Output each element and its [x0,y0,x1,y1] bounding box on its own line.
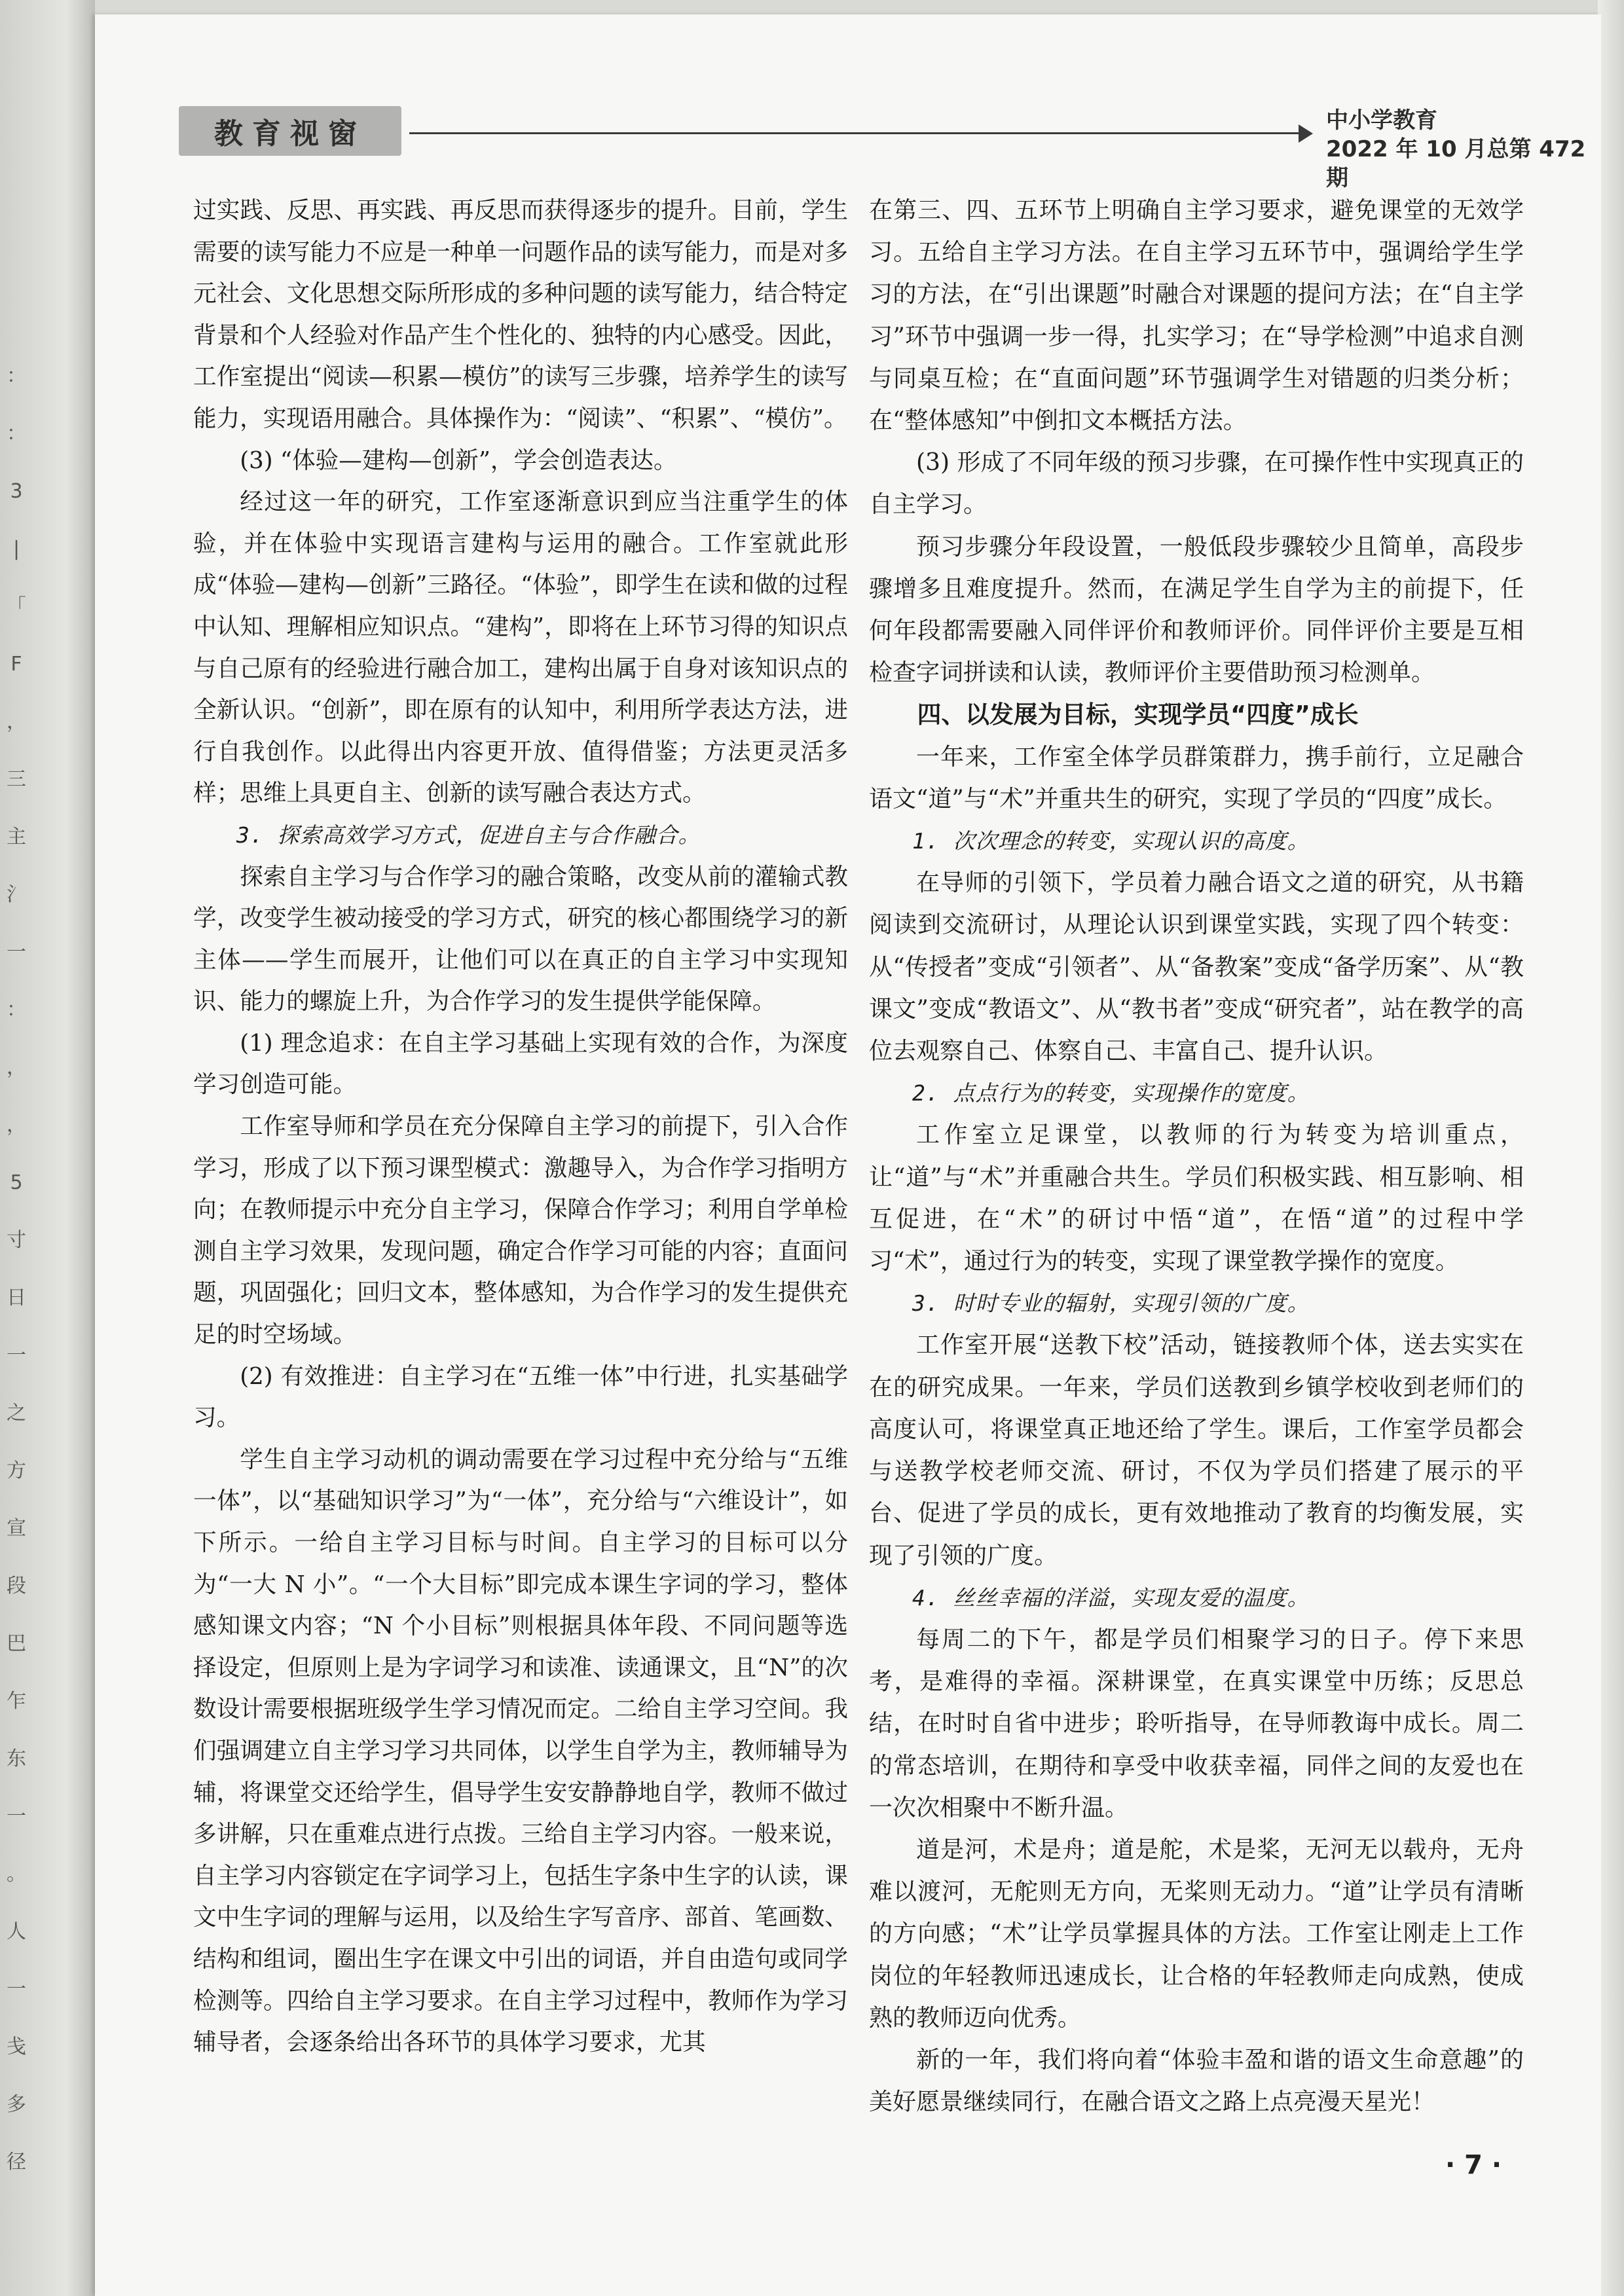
bleed-glyph: ： [7,365,26,388]
paragraph: 过实践、反思、再实践、再反思而获得逐步的提升。目前，学生需要的读写能力不应是一种单一问题作品的读写能力，而是对多元社会、文化思想交际所形成的多种问题的读写能力，结合特定背景和个人经验对作品产生个性化的、独特的内心感受。因此，工作室提出“阅读—积累—模仿”的读写三步骤，培养学生的读写能力，实现语用融合。具体操作为：“阅读”、“积累”、“模仿”。 [193,197,848,432]
paragraph: 一年来，工作室全体学员群策群力，携手前行，立足融合语文“道”与“术”并重共生的研究，实现了学员的“四度”成长。 [869,743,1524,812]
left-column [193,190,848,2064]
bleed-glyph: ： [7,998,26,1021]
issue-info: 2022 年 10 月总第 472 期 [1326,136,1586,191]
bleed-glyph: 乍 [7,1690,26,1713]
paragraph: (2) 有效推进：自主学习在“五维一体”中行进，扎实基础学习。 [193,1362,848,1432]
bleed-glyph: 东 [7,1747,26,1770]
journal-page [95,14,1601,2296]
bleed-glyph: 3 [10,480,23,503]
subsection-heading: 2. 点点行为的转变，实现操作的宽度。 [912,1080,1310,1106]
paragraph: 新的一年，我们将向着“体验丰盈和谐的语文生命意趣”的美好愿景继续同行，在融合语文之路上点亮漫天星光！ [869,2046,1524,2116]
paragraph: (1) 理念追求：在自主学习基础上实现有效的合作，为深度学习创造可能。 [193,1029,848,1099]
bleed-glyph: 一 [7,1344,26,1367]
bleed-glyph: | [12,538,20,560]
paragraph: (3) “体验—建构—创新”，学会创造表达。 [240,446,677,474]
bleed-glyph: 三 [7,768,26,791]
section-heading: 四、以发展为目标，实现学员“四度”成长 [917,701,1359,729]
right-column [869,190,1524,2123]
bleed-glyph: 戋 [7,2035,26,2058]
bleed-glyph: 一 [7,1978,26,2001]
bleed-glyph: ： [7,422,26,445]
subsection-heading: 1. 次次理念的转变，实现认识的高度。 [912,828,1310,854]
scan-right-margin [1598,0,1624,2296]
subsection-heading: 3. 时时专业的辐射，实现引领的广度。 [912,1290,1310,1317]
bleed-glyph: 寸 [7,1229,26,1252]
subsection-heading: 4. 丝丝幸福的洋溢，实现友爱的温度。 [912,1584,1310,1611]
paragraph: 在导师的引领下，学员着力融合语文之道的研究，从书籍阅读到交流研讨，从理论认识到课堂实践，实现了四个转变：从“传授者”变成“引领者”、从“备教案”变成“备学历案”、从“教课文”变成“教语文”、从“教书者”变成“研究者”，站在教学的高位去观察自己、体察自己、丰富自己、提升认识。 [869,869,1524,1065]
paragraph: (3) 形成了不同年级的预习步骤，在可操作性中实现真正的自主学习。 [869,449,1524,519]
paragraph: 预习步骤分年段设置，一般低段步骤较少且简单，高段步骤增多且难度提升。然而，在满足学生自学为主的前提下，任何年段都需要融入同伴评价和教师评价。同伴评价主要是互相检查字词拼读和认读，教师评价主要借助预习检测单。 [869,533,1524,687]
header-rule [409,132,1300,134]
paragraph: 每周二的下午，都是学员们相聚学习的日子。停下来思考，是难得的幸福。深耕课堂，在真实课堂中历练；反思总结，在时时自省中进步；聆听指导，在导师教诲中成长。周二的常态培训，在期待和享受中收获幸福，同伴之间的友爱也在一次次相聚中不断升温。 [869,1626,1524,1821]
bleed-glyph: 宣 [7,1517,26,1540]
paragraph: 道是河，术是舟；道是舵，术是桨，无河无以载舟，无舟难以渡河，无舵则无方向，无桨则无动力。“道”让学员有清晰的方向感；“术”让学员掌握具体的方法。工作室让刚走上工作岗位的年轻教师迅速成长，让合格的年轻教师走向成熟，使成熟的教师迈向优秀。 [869,1836,1524,2032]
bleed-glyph: 多 [7,2093,26,2116]
bleed-glyph: ， [7,1056,26,1079]
page-number: · 7 · [1445,2150,1502,2180]
subsection-heading: 3. 探索高效学习方式，促进自主与合作融合。 [236,822,701,848]
bleed-glyph: 5 [10,1171,23,1194]
bleed-glyph: ， [7,710,26,733]
journal-info [1326,106,1588,192]
bleed-glyph: 径 [7,2151,26,2174]
paragraph: 工作室立足课堂，以教师的行为转变为培训重点，让“道”与“术”并重融合共生。学员们积极实践、相互影响、相互促进，在“术”的研讨中悟“道”，在悟“道”的过程中学习“术”，通过行为的转变，实现了课堂教学操作的宽度。 [869,1121,1524,1275]
paragraph: 工作室开展“送教下校”活动，链接教师个体，送去实实在在的研究成果。一年来，学员们送教到乡镇学校收到老师们的高度认可，将课堂真正地还给了学生。课后，工作室学员都会与送教学校老师交流、研讨，不仅为学员们搭建了展示的平台、促进了学员的成长，更有效地推动了教育的均衡发展，实现了引领的广度。 [869,1332,1524,1569]
paragraph: 在第三、四、五环节上明确自主学习要求，避免课堂的无效学习。五给自主学习方法。在自主学习五环节中，强调给学生学习的方法，在“引出课题”时融合对课题的提问方法；在“自主学习”环节中强调一步一得，扎实学习；在“导学检测”中追求自测与同桌互检；在“直面问题”环节强调学生对错题的归类分析；在“整体感知”中倒扣文本概括方法。 [869,197,1524,435]
bleed-glyph: 方 [7,1459,26,1482]
scan-left-margin [0,0,95,2296]
paragraph: 工作室导师和学员在充分保障自主学习的前提下，引入合作学习，形成了以下预习课型模式：激趣导入，为合作学习指明方向；在教师提示中充分自主学习，保障合作学习；利用自学单检测自主学习效果，发现问题，确定合作学习可能的内容；直面问题，巩固强化；回归文本，整体感知，为合作学习的发生提供充足的时空场域。 [193,1113,848,1349]
bleed-glyph: 段 [7,1575,26,1597]
bleed-glyph: 日 [7,1286,26,1309]
bleed-glyph: ， [7,1114,26,1137]
bleed-glyph: 巴 [7,1632,26,1655]
section-tab: 教育视窗 [179,106,401,156]
bleed-glyph: 之 [7,1402,26,1425]
header-arrow-icon [1299,124,1313,143]
bleed-glyph: 人 [7,1920,26,1943]
bleed-glyph: 氵 [7,883,26,906]
bleed-glyph: 一 [7,941,26,964]
bleed-glyph: 「 [7,595,26,618]
bleed-glyph: 主 [7,826,26,848]
bleed-glyph: 一 [7,1805,26,1828]
bleed-glyph: 。 [7,1863,26,1886]
bleed-glyph: F [10,653,22,676]
paragraph: 探索自主学习与合作学习的融合策略，改变从前的灌输式教学，改变学生被动接受的学习方式，研究的核心都围绕学习的新主体——学生而展开，让他们可以在真正的自主学习中实现知识、能力的螺旋上升，为合作学习的发生提供学能保障。 [193,863,848,1015]
paragraph: 经过这一年的研究，工作室逐渐意识到应当注重学生的体验，并在体验中实现语言建构与运用的融合。工作室就此形成“体验—建构—创新”三路径。“体验”，即学生在读和做的过程中认知、理解相应知识点。“建构”，即将在上环节习得的知识点与自己原有的经验进行融合加工，建构出属于自身对该知识点的全新认识。“创新”，即在原有的认知中，利用所学表达方法，进行自我创作。以此得出内容更开放、值得借鉴；方法更灵活多样；思维上具更自主、创新的读写融合表达方式。 [193,488,848,807]
journal-name: 中小学教育 [1326,107,1437,134]
paragraph: 学生自主学习动机的调动需要在学习过程中充分给与“五维一体”，以“基础知识学习”为“一体”，充分给与“六维设计”，如下所示。一给自主学习目标与时间。自主学习的目标可以分为“一大 N 小”。“一个大目标”即完成本课生字词的学习，整体感知课文内容；“N 个小目标”则根据具体年段、不同问题等选择设定，但原则上是为字词学习和读准、读通课文，且“N”的次数设计需要根据班级学生学习情况而定。二给自主学习空间。我们强调建立自主学习学习共同体，以学生自学为主，教师辅导为辅，将课堂交还给学生，倡导学生安安静静地自学，教师不做过多讲解，只在重难点进行点拨。三给自主学习内容。一般来说，自主学习内容锁定在字词学习上，包括生字条中生字的认读，课文中生字词的理解与运用，以及给生字写音序、部首、笔画数、结构和组词，圈出生字在课文中引出的词语，并自由造句或同学检测等。四给自主学习要求。在自主学习过程中，教师作为学习辅导者，会逐条给出各环节的具体学习要求，尤其 [193,1446,848,2056]
